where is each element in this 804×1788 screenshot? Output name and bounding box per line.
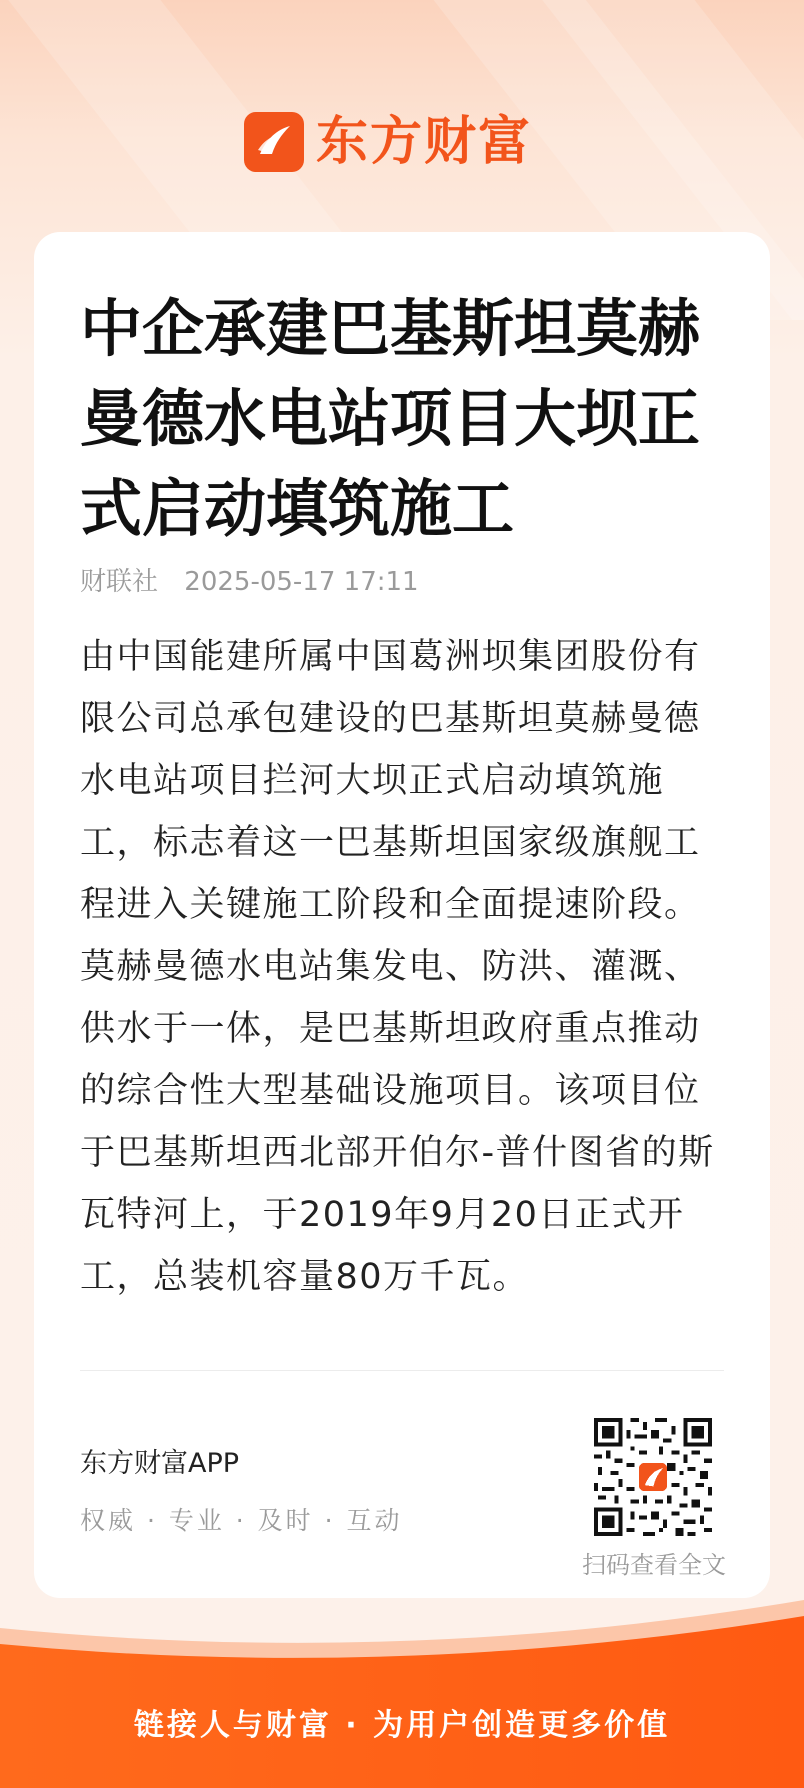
app-slogan: 权威 · 专业 · 及时 · 互动 [80, 1506, 403, 1535]
brand-logo-icon [244, 112, 304, 172]
qr-code[interactable] [594, 1418, 712, 1536]
article-datetime: 2025-05-17 17:11 [184, 567, 419, 597]
article-body: 由中国能建所属中国葛洲坝集团股份有限公司总承包建设的巴基斯坦莫赫曼德水电站项目拦河大坝正式启动填筑施工，标志着这一巴基斯坦国家级旗舰工程进入关键施工阶段和全面提速阶段。莫赫曼德水电站集发电、防洪、灌溉、供水于一体，是巴基斯坦政府重点推动的综合性大型基础设施项目。该项目位于巴基斯坦西北部开伯尔-普什图省的斯瓦特河上，于2019年9月20日正式开工，总装机容量80万千瓦。 [80, 637, 715, 1297]
article-card [34, 232, 770, 1598]
article-source: 财联社 [80, 567, 159, 597]
app-name: 东方财富APP [80, 1448, 240, 1479]
brand-name: 东方财富 [316, 112, 533, 172]
divider [80, 1370, 724, 1371]
footer-tagline: 链接人与财富 · 为用户创造更多价值 [133, 1708, 671, 1743]
footer-banner [0, 1598, 804, 1788]
brand-logo [244, 110, 532, 174]
article-title: 中企承建巴基斯坦莫赫曼德水电站项目大坝正式启动填筑施工 [80, 292, 701, 545]
qr-caption: 扫码查看全文 [582, 1551, 726, 1579]
article-meta [80, 564, 419, 600]
